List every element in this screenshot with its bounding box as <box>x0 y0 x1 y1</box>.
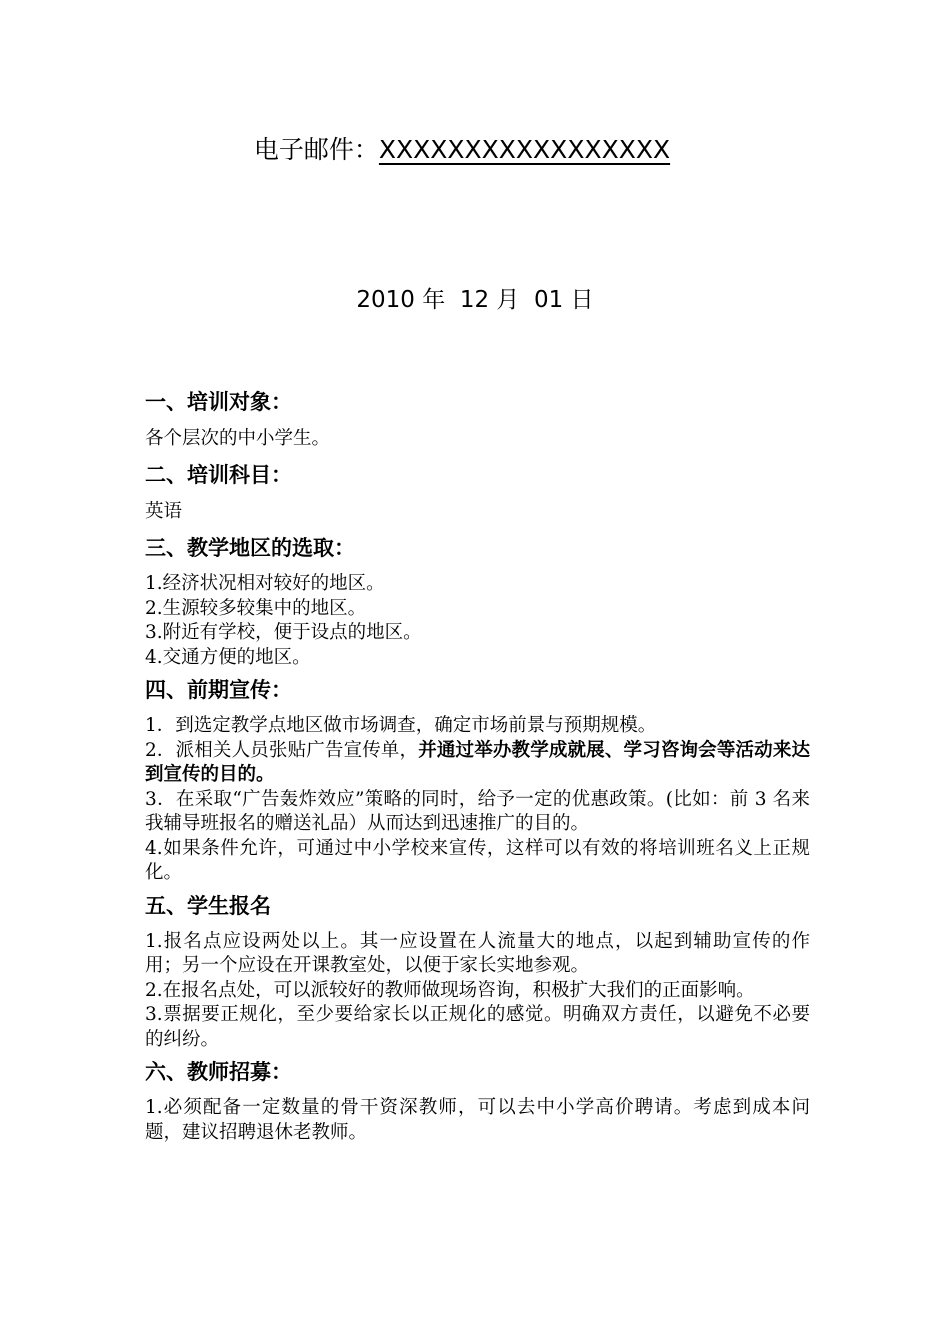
document-date: 2010 年 12 月 01 日 <box>356 287 594 313</box>
list-item: 2.生源较多较集中的地区。 <box>145 597 367 619</box>
section-teacher-recruitment <box>145 1052 810 1145</box>
email-value: XXXXXXXXXXXXXXXXX <box>378 135 671 164</box>
section-promotion <box>145 670 810 886</box>
list-item: 1.经济状况相对较好的地区。 <box>145 573 385 594</box>
document-body <box>145 382 810 1145</box>
section-heading: 三、教学地区的选取： <box>145 536 355 560</box>
section-heading: 六、教师招募： <box>145 1060 292 1084</box>
list-item: 3.附近有学校，便于设点的地区。 <box>145 622 422 643</box>
section-teaching-area <box>145 528 810 670</box>
list-item-emphasis: 并通过举办教学成就展、学习咨询会等活动来达到宣传的目的。 <box>145 739 810 785</box>
section-student-registration <box>145 886 810 1053</box>
list-item: 3．在采取“广告轰炸效应”策略的同时，给予一定的优惠政策。(比如：前 3 名来我辅导班报名的赠送礼品）从而达到迅速推广的目的。 <box>145 788 810 834</box>
section-heading: 五、学生报名 <box>145 893 271 918</box>
section-training-target <box>145 382 810 455</box>
list-item: 1.报名点应设两处以上。其一应设置在人流量大的地点，以起到辅助宣传的作用；另一个应设在开课教室处，以便于家长实地参观。 <box>145 930 810 976</box>
list-item: 1.必须配备一定数量的骨干资深教师，可以去中小学高价聘请。考虑到成本问题，建议招聘退休老教师。 <box>145 1097 810 1143</box>
list-item: 2.在报名点处，可以派较好的教师做现场咨询，积极扩大我们的正面影响。 <box>145 979 755 1001</box>
section-heading: 一、培训对象： <box>145 390 292 414</box>
list-item: 3.票据要正规化，至少要给家长以正规化的感觉。明确双方责任，以避免不必要的纠纷。 <box>145 1004 810 1050</box>
email-line <box>0 132 950 168</box>
email-label: 电子邮件： <box>253 135 379 164</box>
list-item-text: 2．派相关人员张贴广告宣传单， <box>145 739 419 761</box>
list-item: 4.如果条件允许，可通过中小学校来宣传，这样可以有效的将培训班名义上正规化。 <box>145 837 810 883</box>
list-item <box>145 739 810 788</box>
section-heading: 四、前期宣传： <box>145 678 292 702</box>
section-text: 各个层次的中小学生。 <box>145 428 331 449</box>
list-item: 4.交通方便的地区。 <box>145 646 311 668</box>
section-text: 英语 <box>145 501 183 522</box>
list-item: 1．到选定教学点地区做市场调查，确定市场前景与预期规模。 <box>145 715 657 736</box>
section-heading: 二、培训科目： <box>145 463 292 487</box>
section-training-subject <box>145 455 810 528</box>
